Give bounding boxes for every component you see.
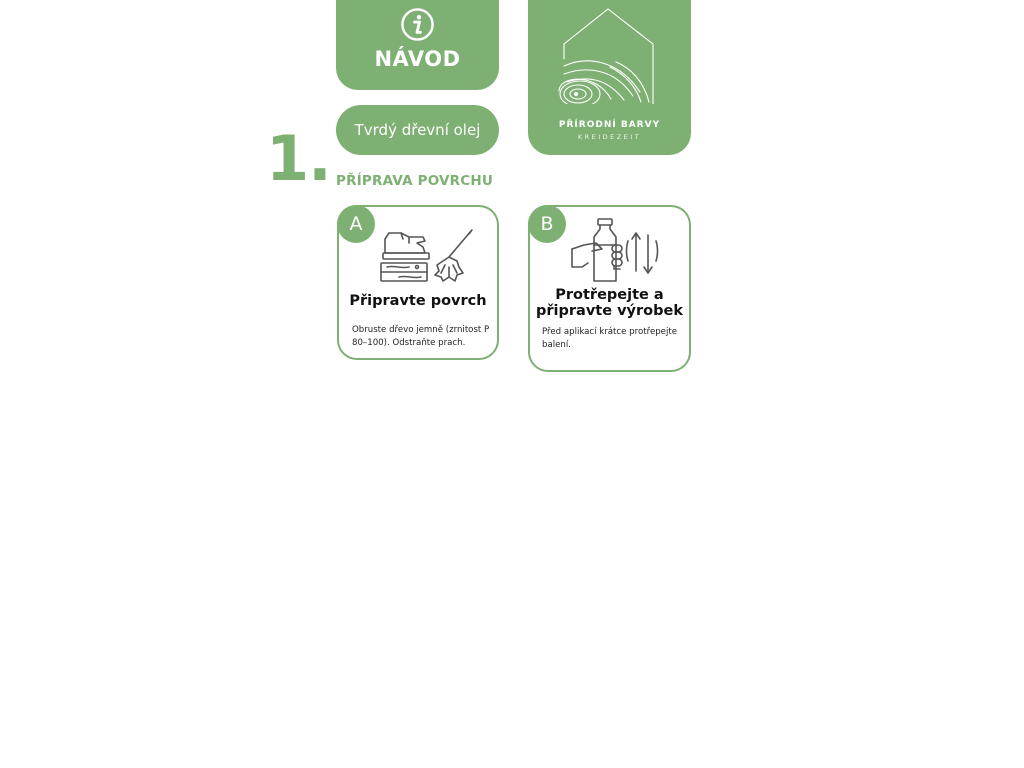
step-number: 1. <box>266 122 331 195</box>
card-heading: Připravte povrch <box>349 293 487 309</box>
manual-header <box>336 0 499 90</box>
brand-logo-block <box>528 0 691 155</box>
card-body-text: Obruste dřevo jemně (zrnitost P 80–100). Odstraňte prach. <box>352 325 490 348</box>
card-heading <box>530 287 689 319</box>
card-body-text: Před aplikací krátce protřepejte balení. <box>542 327 678 350</box>
product-name-pill: Tvrdý dřevní olej <box>336 105 499 155</box>
card-heading-line: připravte výrobek <box>536 303 683 319</box>
hand-sanding-wood-and-duster-icon <box>379 227 479 283</box>
instruction-card-a <box>337 205 499 360</box>
brand-name: PŘÍRODNÍ BARVY <box>558 120 661 130</box>
info-icon <box>400 7 435 42</box>
house-wood-rings-logo-icon <box>556 4 661 104</box>
step-title: PŘÍPRAVA POVRCHU <box>336 173 494 189</box>
manual-title: NÁVOD <box>374 47 461 71</box>
instruction-card-b <box>528 205 691 372</box>
hand-shaking-bottle-icon <box>570 215 662 287</box>
card-heading-line: Protřepejte a <box>555 287 664 303</box>
brand-subname: KREIDEZEIT <box>577 133 642 141</box>
step-badge: A <box>337 205 375 243</box>
step-badge: B <box>528 205 566 243</box>
